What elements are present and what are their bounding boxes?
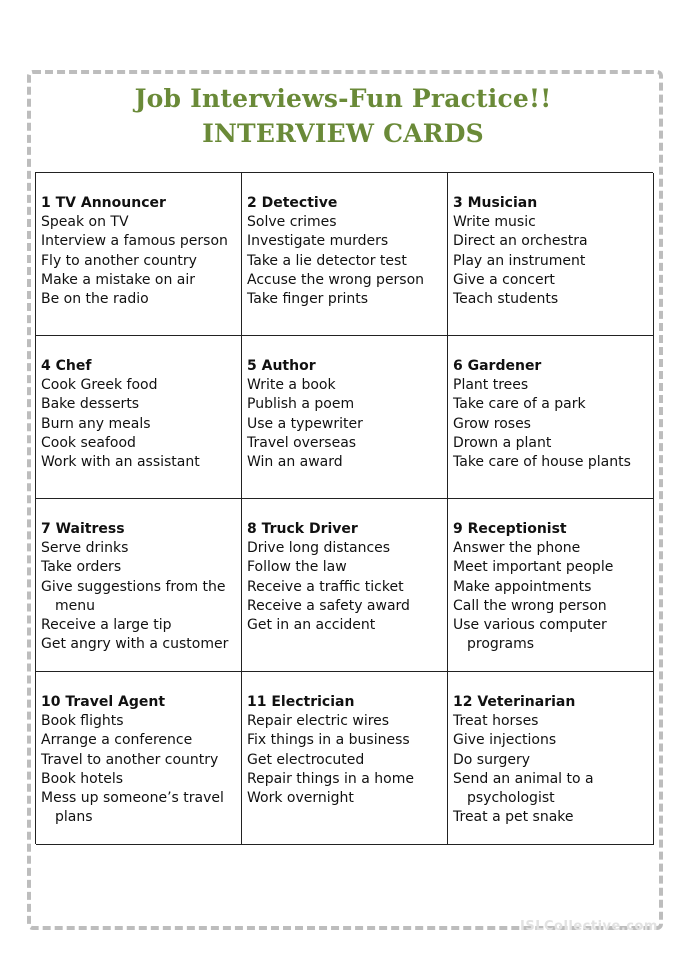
card-title: 7 Waitress bbox=[41, 521, 125, 537]
card-item: Give a concert bbox=[453, 271, 555, 288]
card-item: Teach students bbox=[453, 291, 559, 308]
card-item: Plant trees bbox=[453, 377, 529, 394]
card-title: 4 Chef bbox=[41, 358, 92, 374]
card-item: Solve crimes bbox=[247, 214, 337, 231]
card-item: Use a typewriter bbox=[247, 415, 363, 432]
card-item: Repair things in a home bbox=[247, 770, 414, 787]
card-item: Publish a poem bbox=[247, 396, 355, 413]
card-item: Mess up someone’s travel plans bbox=[41, 790, 224, 826]
card-item: Receive a large tip bbox=[41, 617, 172, 634]
card-item: Make a mistake on air bbox=[41, 271, 196, 288]
card-item: Take orders bbox=[41, 559, 122, 576]
page-subtitle: INTERVIEW CARDS bbox=[202, 119, 484, 148]
card-title: 2 Detective bbox=[247, 195, 338, 211]
card-title: 10 Travel Agent bbox=[41, 694, 166, 710]
card-musician bbox=[448, 173, 654, 336]
card-item: Send an animal to a psychologist bbox=[453, 770, 594, 807]
card-item: Be on the radio bbox=[41, 291, 149, 308]
card-item: Take care of house plants bbox=[453, 454, 631, 471]
card-item: Accuse the wrong person bbox=[247, 271, 425, 288]
card-item: Get angry with a customer bbox=[41, 636, 229, 653]
card-author bbox=[242, 336, 448, 499]
card-chef bbox=[36, 336, 242, 499]
card-item: Drown a plant bbox=[453, 434, 552, 451]
card-item: Use various computer programs bbox=[453, 617, 607, 653]
card-item: Fly to another country bbox=[41, 252, 197, 269]
card-item: Travel to another country bbox=[41, 751, 219, 768]
card-item: Burn any meals bbox=[41, 415, 151, 432]
card-item: Do surgery bbox=[453, 751, 531, 768]
card-item: Work overnight bbox=[247, 790, 354, 807]
card-item: Book hotels bbox=[41, 770, 124, 787]
card-item: Give suggestions from the menu bbox=[41, 578, 226, 614]
card-item: Arrange a conference bbox=[41, 732, 193, 749]
card-item: Meet important people bbox=[453, 559, 614, 576]
card-item: Drive long distances bbox=[247, 540, 391, 557]
card-tv-announcer bbox=[36, 173, 242, 336]
card-item: Investigate murders bbox=[247, 233, 389, 250]
card-item: Take finger prints bbox=[247, 291, 369, 308]
card-receptionist bbox=[448, 499, 654, 672]
card-item: Work with an assistant bbox=[41, 454, 200, 471]
card-electrician bbox=[242, 672, 448, 845]
card-item: Fix things in a business bbox=[247, 732, 410, 749]
card-item: Write music bbox=[453, 214, 536, 231]
card-travel-agent bbox=[36, 672, 242, 845]
card-item: Treat horses bbox=[453, 713, 539, 730]
card-item: Take care of a park bbox=[453, 396, 586, 413]
card-title: 9 Receptionist bbox=[453, 521, 567, 537]
card-item: Win an award bbox=[247, 454, 343, 471]
card-item: Bake desserts bbox=[41, 396, 140, 413]
card-item: Answer the phone bbox=[453, 540, 581, 557]
card-title: 1 TV Announcer bbox=[41, 195, 166, 211]
card-item: Receive a traffic ticket bbox=[247, 578, 404, 595]
card-item: Direct an orchestra bbox=[453, 233, 588, 250]
card-title: 5 Author bbox=[247, 358, 316, 374]
card-item: Take a lie detector test bbox=[247, 252, 407, 269]
card-item: Travel overseas bbox=[247, 434, 357, 451]
card-item: Grow roses bbox=[453, 415, 531, 432]
card-title: 6 Gardener bbox=[453, 358, 542, 374]
card-item: Make appointments bbox=[453, 578, 592, 595]
card-truck-driver bbox=[242, 499, 448, 672]
card-item: Interview a famous person bbox=[41, 233, 228, 250]
page-title: Job Interviews-Fun Practice!! bbox=[134, 84, 552, 113]
card-item: Serve drinks bbox=[41, 540, 129, 557]
card-veterinarian bbox=[448, 672, 654, 845]
card-item: Speak on TV bbox=[41, 214, 129, 231]
card-title: 3 Musician bbox=[453, 195, 538, 211]
card-waitress bbox=[36, 499, 242, 672]
card-item: Cook seafood bbox=[41, 434, 136, 451]
card-gardener bbox=[448, 336, 654, 499]
card-item: Write a book bbox=[247, 377, 336, 394]
card-item: Get electrocuted bbox=[247, 751, 365, 768]
card-item: Get in an accident bbox=[247, 617, 376, 634]
card-item: Play an instrument bbox=[453, 252, 586, 269]
interview-cards-grid bbox=[35, 172, 653, 844]
card-title: 8 Truck Driver bbox=[247, 521, 358, 537]
card-detective bbox=[242, 173, 448, 336]
card-item: Give injections bbox=[453, 732, 557, 749]
card-item: Cook Greek food bbox=[41, 377, 158, 394]
card-title: 11 Electrician bbox=[247, 694, 355, 710]
card-title: 12 Veterinarian bbox=[453, 694, 576, 710]
card-item: Receive a safety award bbox=[247, 597, 410, 614]
card-item: Book flights bbox=[41, 713, 124, 730]
card-item: Repair electric wires bbox=[247, 713, 390, 730]
card-item: Follow the law bbox=[247, 559, 347, 576]
card-item: Call the wrong person bbox=[453, 597, 607, 614]
watermark: ISLCollective.com bbox=[520, 919, 658, 934]
card-item: Treat a pet snake bbox=[453, 809, 574, 826]
